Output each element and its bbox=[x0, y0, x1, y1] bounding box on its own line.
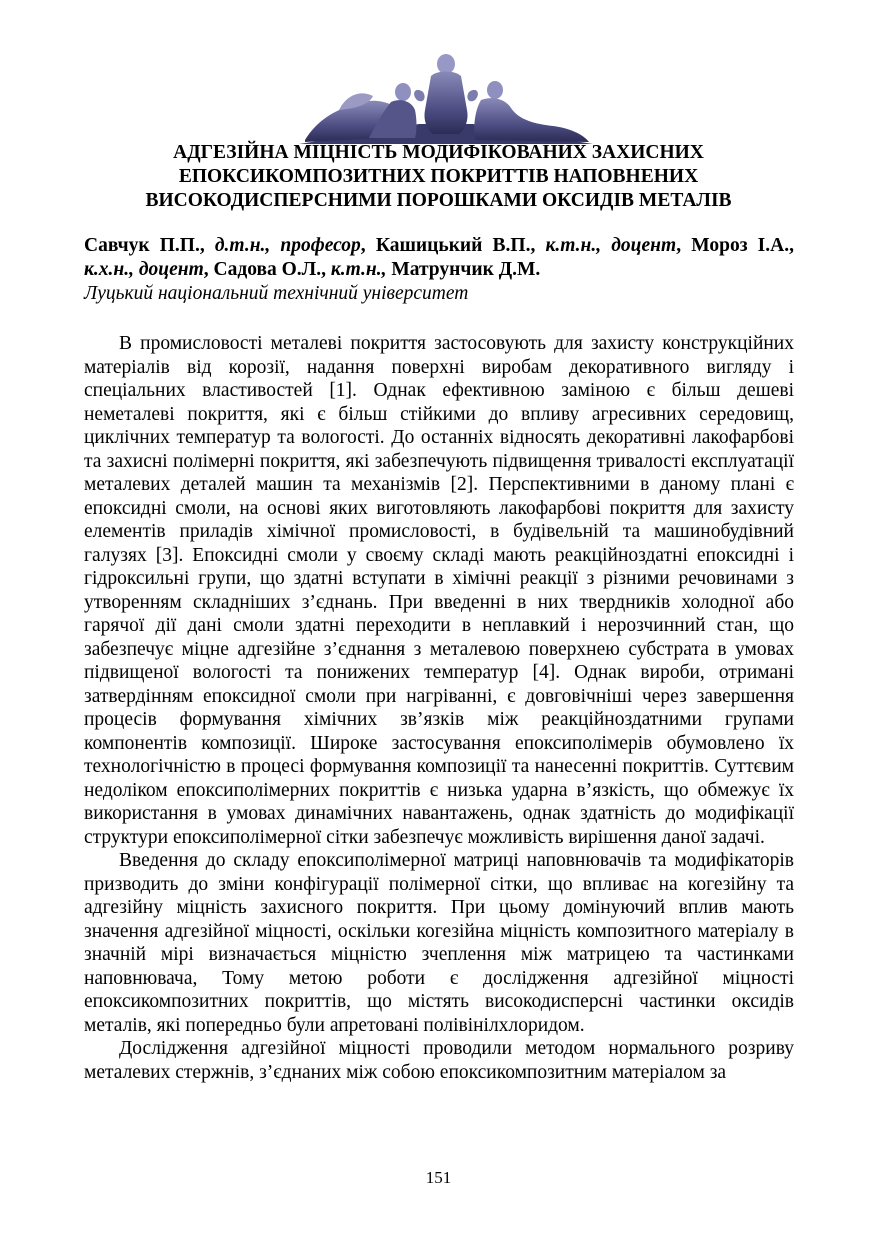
author-name: , Мороз І.А., bbox=[676, 235, 794, 256]
authors-line-2 bbox=[84, 258, 794, 282]
sculpture-group-icon bbox=[299, 50, 593, 146]
paragraph: Дослідження адгезійної міцності проводили методом нормального розриву металевих стержнів, з’єднаних між собою епоксикомпозитним матеріалом за bbox=[84, 1038, 794, 1083]
paper-title bbox=[60, 141, 817, 213]
author-name: , Кашицький В.П., bbox=[360, 235, 546, 256]
author-block bbox=[84, 234, 794, 306]
author-name: , Садова О.Л., bbox=[203, 259, 331, 280]
title-line: АДГЕЗІЙНА МІЦНІСТЬ МОДИФІКОВАНИХ ЗАХИСНИХ bbox=[173, 142, 704, 163]
paragraph: В промисловості металеві покриття застосовують для захисту конструкційних матеріалів від корозії, надання поверхні виробам декоративного вигляду і спеціальних властивостей [1]. Однак ефективною заміною є більш дешеві неметалеві покриття, які є більш стійкими до впливу агресивних середовищ, циклічних температур та вологості. До останніх відносять декоративні лакофарбові та захисні полімерні покриття, які забезпечують підвищення тривалості експлуатації металевих деталей машин та механізмів [2]. Перспективними в даному плані є епоксидні смоли, на основі яких виготовляють лакофарбові покриття для захисту елементів приладів хімічної промисловості, в будівельній та машинобудівний галузях [3]. Епоксидні смоли у своєму складі мають реакційноздатні епоксидні і гідроксильні групи, що здатні вступати в хімічні реакції з різними речовинами з утворенням складніших з’єднань. При введенні в них твердників холодної або гарячої дії дані смоли здатні переходити в неплавкий і нерозчинний стан, що забезпечує міцне адгезійне з’єднання з металевою поверхнею субстрата в умовах підвищеної вологості та понижених температур [4]. Однак вироби, отримані затвердінням епоксидної смоли при нагріванні, є довговічніші через завершення процесів формування хімічних зв’язків між реакційноздатними групами компонентів композиції. Широке застосування епоксиполімерів обумовлено їх технологічністю в процесі формування композиції та нанесенні покриттів. Суттєвим недоліком епоксиполімерних покриттів є низька ударна в’язкість, що обмежує їх використання в умовах динамічних навантажень, однак здатність до модифікації структури епоксиполімерної сітки забезпечує можливість вирішення даної задачі. bbox=[84, 333, 794, 848]
author-degree: к.т.н., доцент bbox=[545, 235, 677, 256]
paragraph: Введення до складу епоксиполімерної матриці наповнювачів та модифікаторів призводить до зміни конфігурації полімерної сітки, що впливає на когезійну та адгезійну міцність захисного покриття. При цьому домінуючий вплив мають значення адгезійної міцності, оскільки когезійна міцність композитного матеріалу в значній мірі визначається міцністю зчеплення між матрицею та частинками наповнювача, Тому метою роботи є дослідження адгезійної міцності епоксикомпозитних покриттів, що містять високодисперсні частинки оксидів металів, які попередньо були апретовані полівінілхлоридом. bbox=[84, 850, 794, 1036]
author-degree: д.т.н., професор bbox=[214, 235, 361, 256]
author-name: Савчук П.П., bbox=[84, 235, 215, 256]
body-text bbox=[84, 332, 794, 1084]
author-degree: к.х.н., доцент bbox=[84, 259, 204, 280]
title-line: ВИСОКОДИСПЕРСНИМИ ПОРОШКАМИ ОКСИДІВ МЕТАЛІВ bbox=[145, 190, 732, 211]
page-number: 151 bbox=[425, 1168, 452, 1187]
author-name: Матрунчик Д.М. bbox=[386, 259, 541, 280]
authors-line-1 bbox=[84, 234, 794, 258]
title-line: ЕПОКСИКОМПОЗИТНИХ ПОКРИТТІВ НАПОВНЕНИХ bbox=[178, 166, 699, 187]
author-degree: к.т.н., bbox=[330, 259, 387, 280]
affiliation: Луцький національний технічний університет bbox=[84, 283, 469, 304]
